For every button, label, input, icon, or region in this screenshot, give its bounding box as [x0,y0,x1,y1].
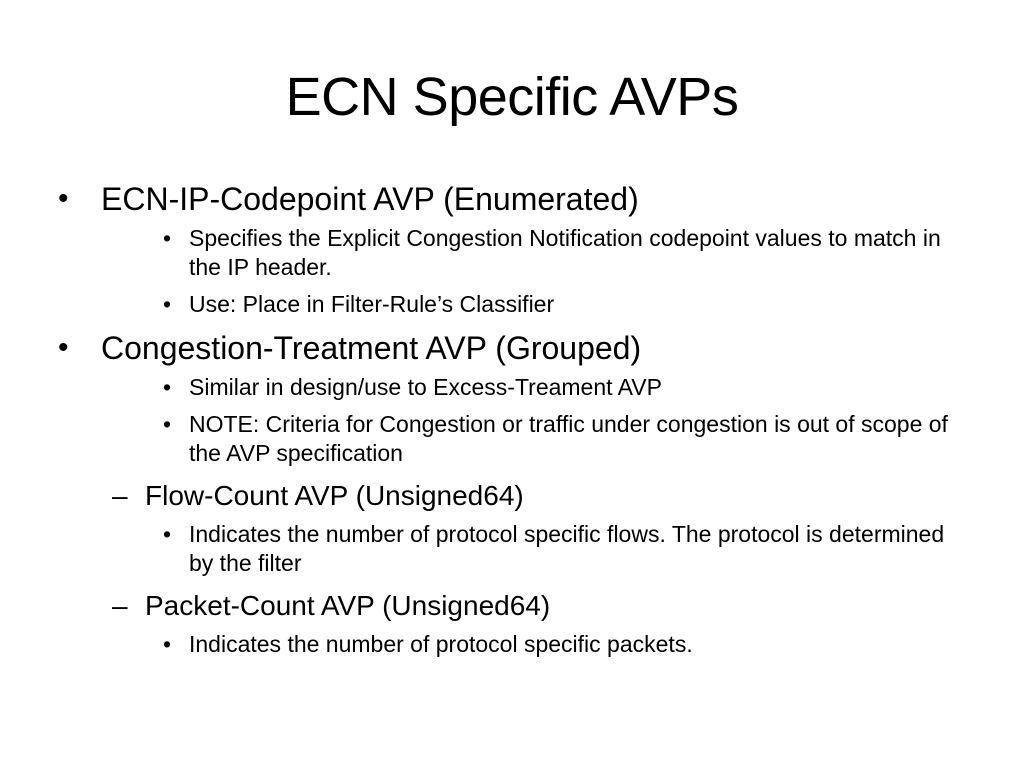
bullet-item [0,327,1024,369]
bullet-icon: • [163,521,172,547]
bullet-icon: • [163,631,172,657]
sub-bullet-item [0,290,1024,319]
sub-bullet-text: Indicates the number of protocol specific packets. [189,631,693,657]
dash-item [0,476,1024,516]
sub-bullet-item [0,630,1024,659]
bullet-icon: • [58,182,69,215]
bullet-icon: • [163,225,172,251]
bullet-icon: • [163,291,172,317]
dash-text: Packet-Count AVP (Unsigned64) [145,590,551,621]
slide-body [0,178,1024,667]
sub-bullet-item [0,410,1024,468]
bullet-icon: • [163,411,172,437]
bullet-icon: • [163,374,172,400]
dash-icon: – [112,590,128,621]
sub-bullet-text: Similar in design/use to Excess-Treament AVP [189,374,662,400]
sub-bullet-text: Indicates the number of protocol specific flows. The protocol is determined by the filter [189,521,945,576]
sub-bullet-text: Use: Place in Filter-Rule’s Classifier [189,291,555,317]
sub-bullet-item [0,224,1024,282]
sub-bullet-text: NOTE: Criteria for Congestion or traffic under congestion is out of scope of the AVP specification [189,411,948,466]
bullet-text: ECN-IP-Codepoint AVP (Enumerated) [101,181,639,217]
bullet-icon: • [58,331,69,364]
dash-text: Flow-Count AVP (Unsigned64) [145,480,524,511]
sub-bullet-text: Specifies the Explicit Congestion Notification codepoint values to match in the IP header. [189,225,941,280]
dash-item [0,586,1024,626]
slide-title: ECN Specific AVPs [285,67,739,127]
sub-bullet-item [0,373,1024,402]
sub-bullet-item [0,520,1024,578]
bullet-text: Congestion-Treatment AVP (Grouped) [101,330,642,366]
bullet-item [0,178,1024,220]
dash-icon: – [112,480,128,511]
